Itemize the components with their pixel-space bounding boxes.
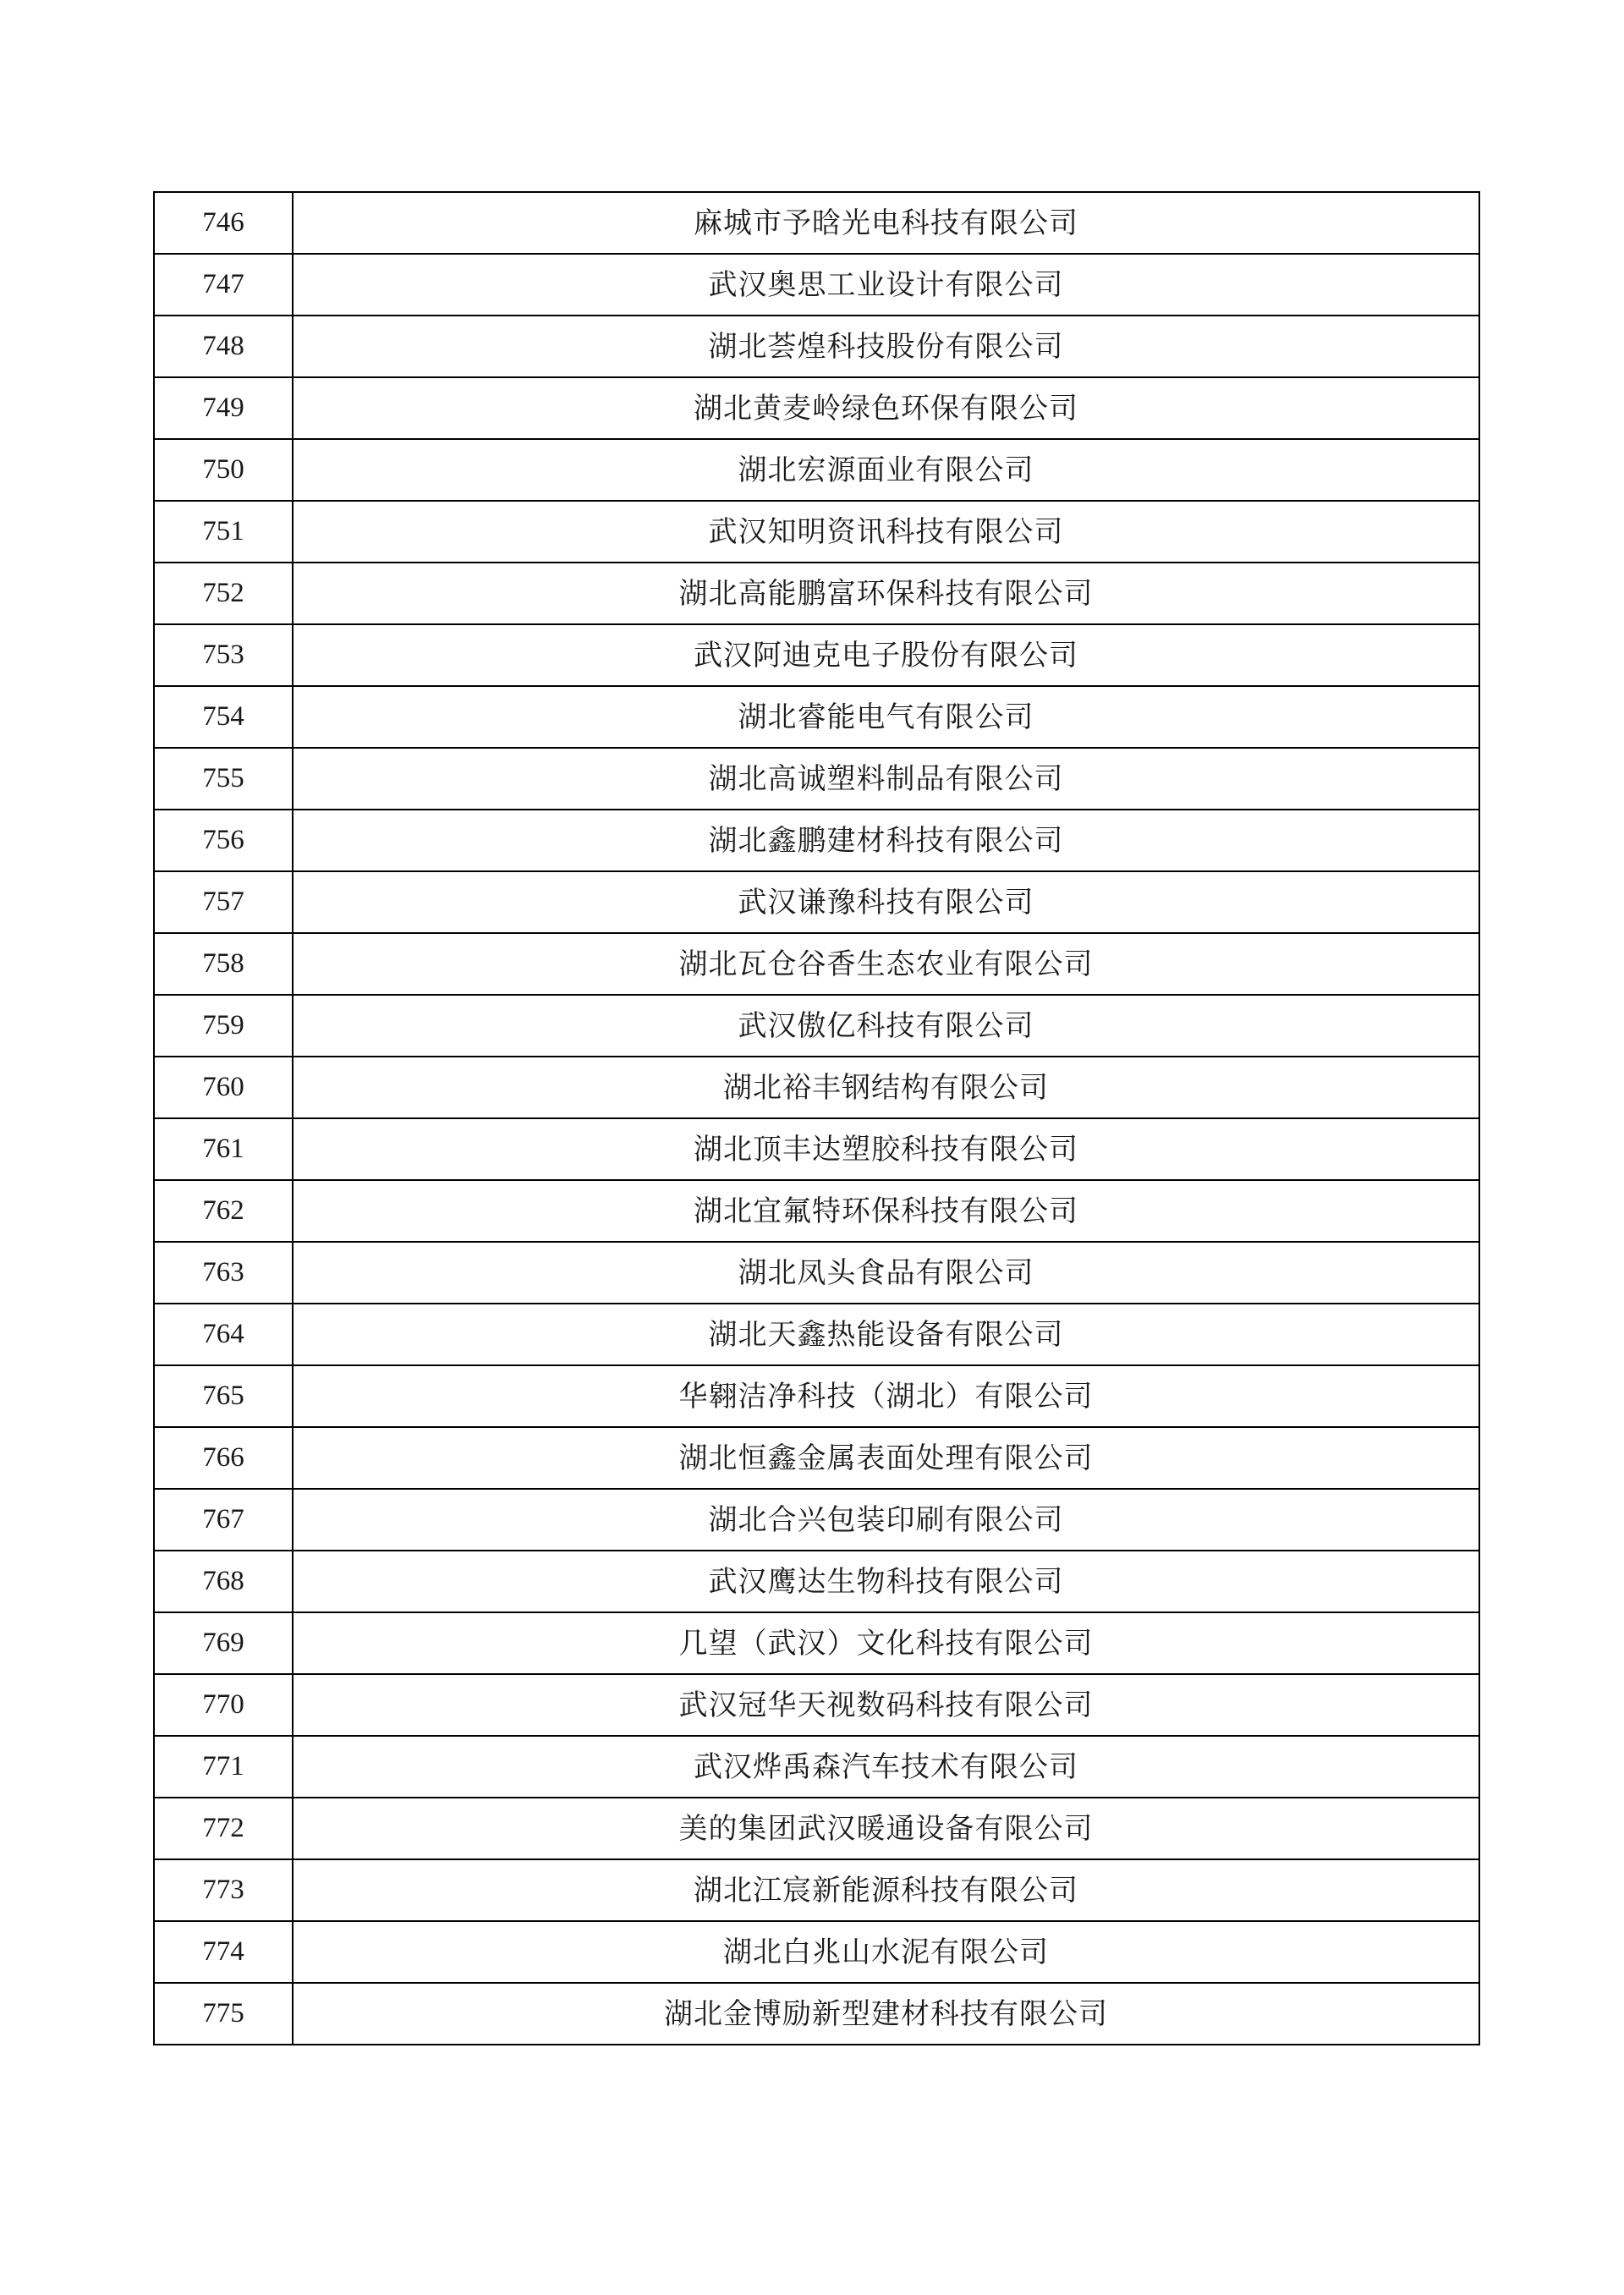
table-row	[154, 1798, 1479, 1859]
company-name: 湖北睿能电气有限公司	[293, 686, 1479, 748]
company-name: 武汉阿迪克电子股份有限公司	[293, 624, 1479, 686]
row-number: 756	[154, 810, 293, 871]
row-number: 758	[154, 933, 293, 995]
company-name: 湖北荟煌科技股份有限公司	[293, 316, 1479, 377]
table-row	[154, 1983, 1479, 2045]
company-name: 湖北白兆山水泥有限公司	[293, 1921, 1479, 1983]
row-number: 770	[154, 1674, 293, 1736]
table-row	[154, 1736, 1479, 1798]
table-row	[154, 933, 1479, 995]
company-name: 湖北凤头食品有限公司	[293, 1242, 1479, 1304]
company-name: 湖北高能鹏富环保科技有限公司	[293, 563, 1479, 624]
table-row	[154, 810, 1479, 871]
row-number: 752	[154, 563, 293, 624]
row-number: 751	[154, 501, 293, 563]
row-number: 765	[154, 1365, 293, 1427]
company-name: 武汉傲亿科技有限公司	[293, 995, 1479, 1057]
company-name: 湖北鑫鹏建材科技有限公司	[293, 810, 1479, 871]
row-number: 775	[154, 1983, 293, 2045]
company-name: 武汉知明资讯科技有限公司	[293, 501, 1479, 563]
table-row	[154, 1242, 1479, 1304]
row-number: 750	[154, 439, 293, 501]
table-row	[154, 1057, 1479, 1118]
table-row	[154, 316, 1479, 377]
row-number: 773	[154, 1859, 293, 1921]
row-number: 749	[154, 377, 293, 439]
table-row	[154, 1859, 1479, 1921]
company-name: 湖北合兴包装印刷有限公司	[293, 1489, 1479, 1551]
row-number: 768	[154, 1551, 293, 1612]
table-row	[154, 439, 1479, 501]
company-name: 湖北恒鑫金属表面处理有限公司	[293, 1427, 1479, 1489]
row-number: 767	[154, 1489, 293, 1551]
table-row	[154, 1489, 1479, 1551]
table-row	[154, 1427, 1479, 1489]
company-name: 麻城市予晗光电科技有限公司	[293, 192, 1479, 254]
company-name: 美的集团武汉暖通设备有限公司	[293, 1798, 1479, 1859]
row-number: 748	[154, 316, 293, 377]
table-row	[154, 995, 1479, 1057]
row-number: 757	[154, 871, 293, 933]
company-name: 武汉谦豫科技有限公司	[293, 871, 1479, 933]
table-row	[154, 377, 1479, 439]
company-name: 武汉奥思工业设计有限公司	[293, 254, 1479, 316]
table-row	[154, 563, 1479, 624]
table-row	[154, 254, 1479, 316]
row-number: 746	[154, 192, 293, 254]
row-number: 771	[154, 1736, 293, 1798]
table-row	[154, 1921, 1479, 1983]
row-number: 763	[154, 1242, 293, 1304]
company-name: 湖北黄麦岭绿色环保有限公司	[293, 377, 1479, 439]
company-list-table	[153, 191, 1480, 2045]
row-number: 764	[154, 1304, 293, 1365]
company-name: 湖北瓦仓谷香生态农业有限公司	[293, 933, 1479, 995]
company-name: 几望（武汉）文化科技有限公司	[293, 1612, 1479, 1674]
company-name: 华翱洁净科技（湖北）有限公司	[293, 1365, 1479, 1427]
table-row	[154, 1612, 1479, 1674]
table-row	[154, 1551, 1479, 1612]
company-name: 湖北江宸新能源科技有限公司	[293, 1859, 1479, 1921]
row-number: 772	[154, 1798, 293, 1859]
table-row	[154, 501, 1479, 563]
row-number: 762	[154, 1180, 293, 1242]
row-number: 766	[154, 1427, 293, 1489]
table-row	[154, 624, 1479, 686]
table-row	[154, 748, 1479, 810]
table-row	[154, 1365, 1479, 1427]
company-name: 湖北金博励新型建材科技有限公司	[293, 1983, 1479, 2045]
table-row	[154, 192, 1479, 254]
row-number: 761	[154, 1118, 293, 1180]
company-name: 湖北宜氟特环保科技有限公司	[293, 1180, 1479, 1242]
company-name: 武汉烨禹森汽车技术有限公司	[293, 1736, 1479, 1798]
company-name: 湖北天鑫热能设备有限公司	[293, 1304, 1479, 1365]
row-number: 755	[154, 748, 293, 810]
row-number: 774	[154, 1921, 293, 1983]
row-number: 759	[154, 995, 293, 1057]
company-name: 湖北顶丰达塑胶科技有限公司	[293, 1118, 1479, 1180]
table-body	[154, 192, 1479, 2045]
company-name: 武汉冠华天视数码科技有限公司	[293, 1674, 1479, 1736]
row-number: 753	[154, 624, 293, 686]
table-row	[154, 686, 1479, 748]
table-row	[154, 1180, 1479, 1242]
table-row	[154, 871, 1479, 933]
table-row	[154, 1118, 1479, 1180]
table-row	[154, 1304, 1479, 1365]
row-number: 760	[154, 1057, 293, 1118]
table-row	[154, 1674, 1479, 1736]
company-name: 武汉鹰达生物科技有限公司	[293, 1551, 1479, 1612]
row-number: 769	[154, 1612, 293, 1674]
company-name: 湖北裕丰钢结构有限公司	[293, 1057, 1479, 1118]
row-number: 747	[154, 254, 293, 316]
company-name: 湖北宏源面业有限公司	[293, 439, 1479, 501]
row-number: 754	[154, 686, 293, 748]
company-name: 湖北高诚塑料制品有限公司	[293, 748, 1479, 810]
